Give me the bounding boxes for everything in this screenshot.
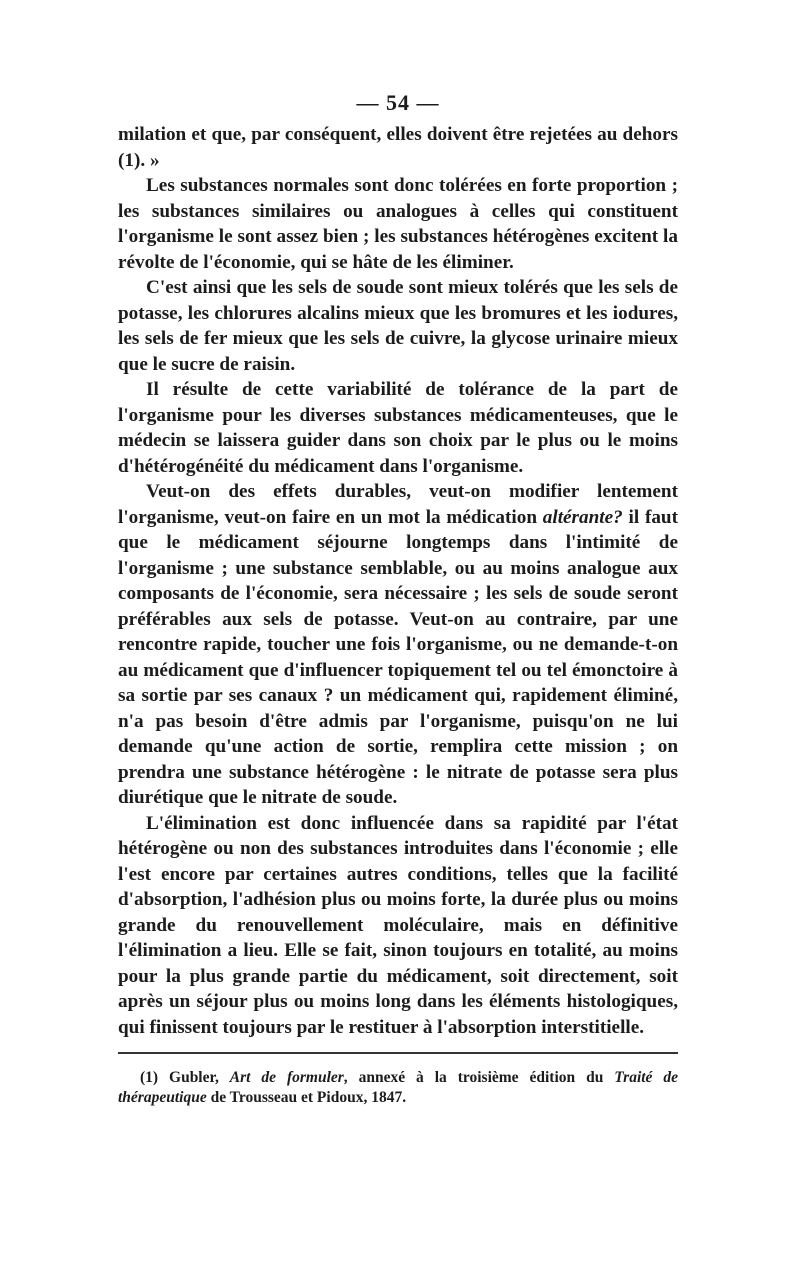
text-run: C'est ainsi que les sels de soude sont mieux tolérés que les sels de potasse, les chlorures alcalins mieux que les bromures et les iodures, les sels de fer mieux que les sels de cuivre, la glycose urinaire mieux que le sucre de raisin. bbox=[118, 277, 678, 375]
text-run: milation et que, par conséquent, elles doivent être rejetées au dehors (1). » bbox=[118, 124, 678, 171]
footnote-italic-text: Art de formuler bbox=[229, 1069, 344, 1086]
footnote bbox=[118, 1068, 678, 1107]
paragraph bbox=[118, 377, 678, 479]
text-run: L'élimination est donc influencée dans sa rapidité par l'état hétérogène ou non des substances introduites dans l'économie ; elle l'est encore par certaines autres conditions, telles que la facilité d'absorption, l'adhésion plus ou moins forte, la durée plus ou moins grande du renouvellement moléculaire, mais en définitive l'élimination a lieu. Elle se fait, sinon toujours en totalité, au moins pour la plus grande partie du médicament, soit directement, soit après un séjour plus ou moins long dans les éléments histologiques, qui finissent toujours par le restituer à l'absorption interstitielle. bbox=[118, 812, 678, 1038]
paragraph bbox=[118, 479, 678, 811]
footnote-text-run: (1) Gubler, bbox=[140, 1069, 230, 1086]
paragraph bbox=[118, 275, 678, 377]
text-run: Les substances normales sont donc tolérées en forte proportion ; les substances similaires ou analogues à celles qui constituent l'organisme le sont assez bien ; les substances hétérogènes excitent la révolte de l'économie, qui se hâte de les éliminer. bbox=[118, 175, 678, 273]
text-run: il faut que le médicament séjourne longtemps dans l'intimité de l'organisme ; une substance semblable, ou au moins analogue aux composants de l'économie, sera nécessaire ; les sels de soude seront préférables aux sels de potasse. Veut-on au contraire, par une rencontre rapide, toucher une fois l'organisme, ou ne demande-t-on au médicament que d'influencer topiquement tel ou tel émonctoire à sa sortie par ses canaux ? un médicament qui, rapidement éliminé, n'a pas besoin d'être admis par l'organisme, puisqu'on ne lui demande qu'une action de sortie, remplira cette mission ; on prendra une substance hétérogène : le nitrate de potasse sera plus diurétique que le nitrate de soude. bbox=[118, 506, 678, 808]
footnote-italic-text: Traité de thérapeutique bbox=[118, 1069, 678, 1106]
footnote-separator bbox=[118, 1052, 678, 1054]
paragraph bbox=[118, 173, 678, 275]
body-text bbox=[118, 122, 678, 1040]
paragraph bbox=[118, 811, 678, 1041]
text-run: Veut-on des effets durables, veut-on modifier lentement l'organisme, veut-on faire en un mot la médication bbox=[118, 481, 678, 528]
page-number: — 54 — bbox=[356, 90, 440, 115]
italic-text: altérante? bbox=[542, 506, 623, 528]
footnote-text-run: de Trousseau et Pidoux, 1847. bbox=[206, 1088, 407, 1106]
text-run: Il résulte de cette variabilité de tolérance de la part de l'organisme pour les diverses substances médicamenteuses, que le médecin se laissera guider dans son choix par le plus ou le moins d'hétérogénéité du médicament dans l'organisme. bbox=[118, 379, 678, 477]
book-page bbox=[118, 88, 678, 1107]
paragraph bbox=[118, 122, 678, 173]
footnote-text-run: , annexé à la troisième édition du bbox=[343, 1069, 615, 1086]
